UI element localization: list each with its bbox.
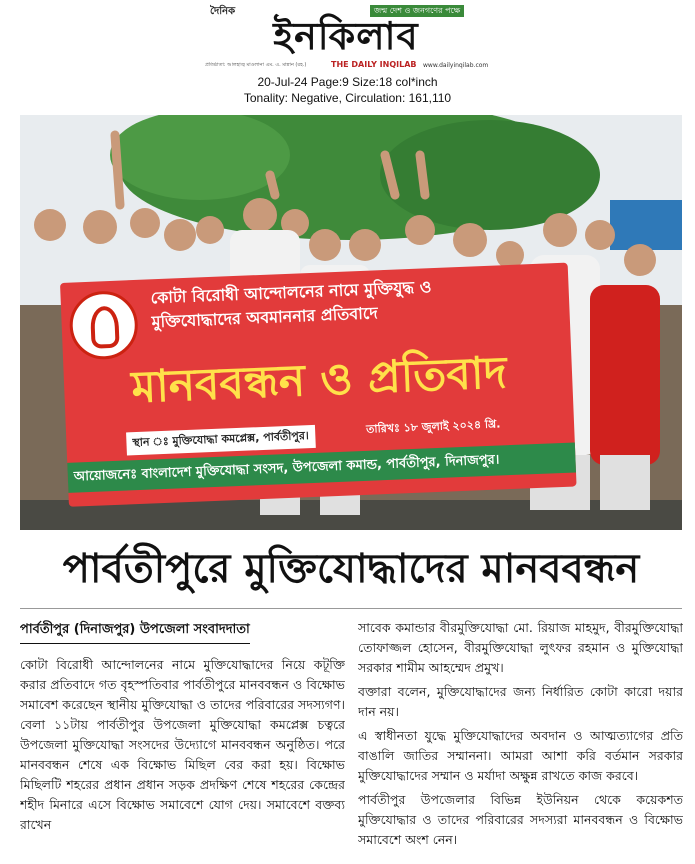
masthead-tagline: জন্ম দেশ ও জনগণের পক্ষে	[370, 5, 464, 17]
red-kurta	[590, 285, 660, 465]
masthead-url: www.dailyinqilab.com	[423, 62, 489, 69]
banner-title: মানববন্ধন ও প্রতিবাদ	[130, 347, 508, 414]
blue-tarp	[610, 200, 682, 250]
banner-organizer: আয়োজনেঃ বাংলাদেশ মুক্তিযোদ্ধা সংসদ, উপজেলা কমান্ড, পার্বতীপুর, দিনাজপুর।	[67, 442, 576, 492]
article-paragraph: কোটা বিরোধী আন্দোলনের নামে মুক্তিযোদ্ধাদের নিয়ে কটূক্তি করার প্রতিবাদে গত বৃহস্পতিবার পার্বতীপুরে মানববন্ধন ও বিক্ষোভ সমাবেশ করেছেন স্থানীয় মুক্তিযোদ্ধা ও তাদের পরিবারের সদস্যগণ। বেলা ১১টায় পার্বতীপুর উপজেলা মুক্তিযোদ্ধা কমপ্লেক্স চত্বরে উপজেলা মুক্তিযোদ্ধা সংসদের উদ্যোগে মানববন্ধন অনুষ্ঠিত। পরে মানববন্ধন শেষে এক বিক্ষোভ মিছিল বের করা হয়। বিক্ষোভ মিছিলটি শহরের প্রধান প্রধান সড়ক প্রদক্ষিণ শেষে শহরের কেন্দ্রের শহীদ মিনারে এসে বিক্ষোভ সমাবেশে যোগ দেয়। সমাবেশে বক্তব্য রাখেন	[20, 657, 345, 832]
banner-date: তারিখঃ ১৮ জুলাই ২০২৪ খ্রি.	[365, 417, 501, 436]
article-column-left	[20, 655, 345, 855]
article-paragraph: পার্বতীপুর উপজেলার বিভিন্ন ইউনিয়ন থেকে কয়েকশত মুক্তিযোদ্ধার ও তাদের পরিবারের সদস্যরা মানববন্ধন ও বিক্ষোভ সমাবেশে অংশ নেন।	[358, 792, 683, 847]
news-photo	[20, 115, 682, 530]
masthead-english-name: THE DAILY INQILAB	[331, 60, 417, 69]
headline-divider	[20, 608, 682, 609]
banner-venue: স্থান ঃ মুক্তিযোদ্ধা কমপ্লেক্স, পার্বতীপুর।	[126, 425, 315, 456]
clipping-tonality-line: Tonality: Negative, Circulation: 161,110	[243, 91, 452, 105]
article-column-right	[358, 618, 683, 858]
protest-banner	[60, 263, 577, 507]
banner-line-1: কোটা বিরোধী আন্দোলনের নামে মুক্তিযুদ্ধ ও	[150, 277, 432, 308]
masthead-founder-line: প্রতিষ্ঠাতা: আলহাজ্ব মাওলানা এম. এ. মান্নান (রহ.)	[205, 62, 307, 68]
masthead-daily-label: দৈনিক	[210, 6, 236, 17]
clipping-info-line: 20-Jul-24 Page:9 Size:18 col*inch	[257, 75, 438, 89]
organization-emblem-icon	[68, 290, 139, 361]
newspaper-masthead	[205, 2, 487, 72]
article-headline: পার্বতীপুরে মুক্তিযোদ্ধাদের মানববন্ধন	[62, 546, 640, 592]
article-paragraph: এ স্বাধীনতা যুদ্ধে মুক্তিযোদ্ধাদের অবদান ও আত্মত্যাগের প্রতি বাঙালি জাতির সম্মাননা। আমরা আশা করি বর্তমান সরকার মুক্তিযোদ্ধাদের সম্মান ও মর্যাদা অক্ষুন্ন রাখতে কাজ করবে।	[358, 728, 683, 783]
article-byline: পার্বতীপুর (দিনাজপুর) উপজেলা সংবাদদাতা	[20, 620, 250, 644]
tree-right	[380, 120, 600, 230]
article-paragraph: সাবেক কমান্ডার বীরমুক্তিযোদ্ধা মো. রিয়াজ মাহমুদ, বীরমুক্তিযোদ্ধা তোফাজ্জল হোসেন, বীরমুক্তিযোদ্ধা লুৎফর রহমান ও মুক্তিযোদ্ধা সরকার শামীম আহম্মেদ প্রমুখ।	[358, 620, 683, 675]
article-paragraph: বক্তারা বলেন, মুক্তিযোদ্ধাদের জন্য নির্ধারিত কোটা কারো দয়ার দান নয়।	[358, 684, 683, 719]
newspaper-name-logo: ইনকিলাব	[273, 14, 419, 58]
banner-line-2: মুক্তিযোদ্ধাদের অবমাননার প্রতিবাদে	[151, 303, 379, 332]
